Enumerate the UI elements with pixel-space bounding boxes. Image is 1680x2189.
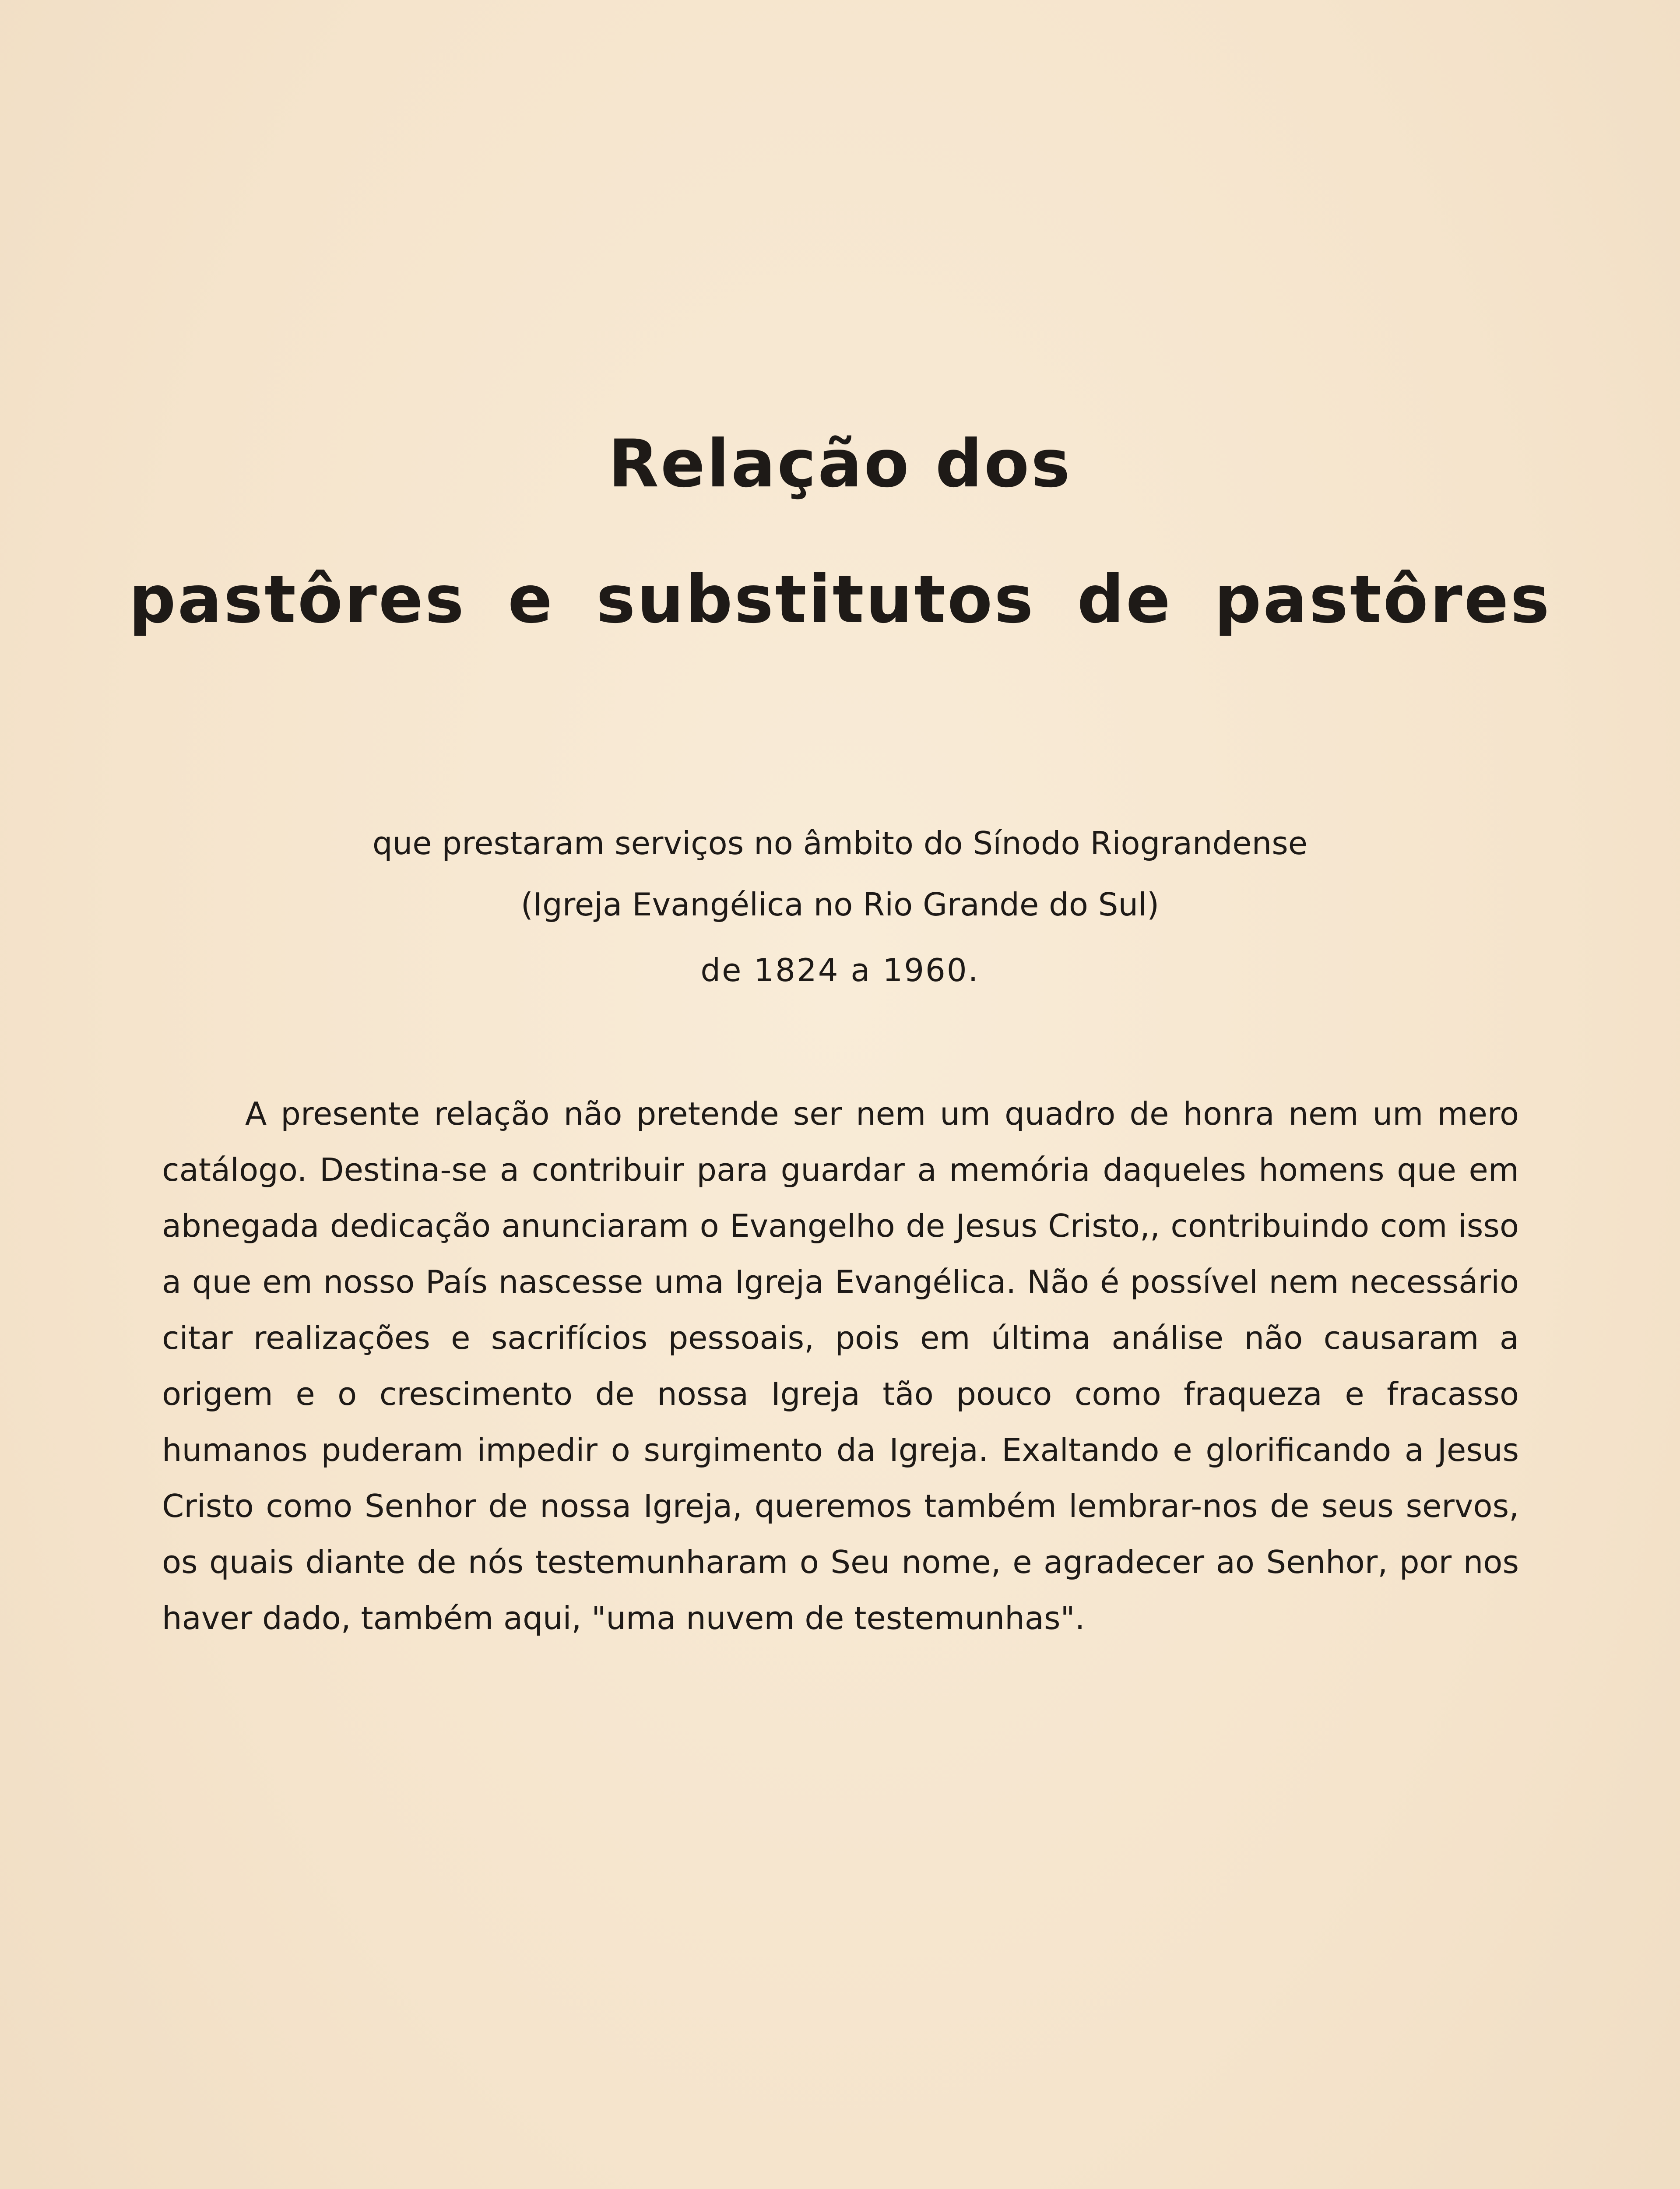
title-line-1: Relação dos bbox=[608, 426, 1072, 502]
subtitle-line-1: que prestaram serviços no âmbito do Sínodo Riograndense bbox=[372, 825, 1308, 862]
subtitle-line-2: (Igreja Evangélica no Rio Grande do Sul) bbox=[520, 886, 1160, 923]
title-line-2: pastôres e substitutos de pastôres bbox=[129, 562, 1551, 638]
body-paragraph: A presente relação não pretende ser nem um quadro de honra nem um mero catálogo. Destina-se a contribuir para guardar a memória daqueles homens que em abnegada dedicação anunciaram o Evangelho de Jesus Cristo,, contribuindo com isso a que em nosso País nascesse uma Igreja Evangélica. Não é possível nem necessário citar realizações e sacrifícios pessoais, pois em última análise não causaram a origem e o crescimento de nossa Igreja tão pouco como fraqueza e fracasso humanos puderam impedir o surgimento da Igreja. Exaltando e glorificando a Jesus Cristo como Senhor de nossa Igreja, queremos também lembrar-nos de seus servos, os quais diante de nós testemunharam o Seu nome, e agradecer ao Senhor, por nos haver dado, também aqui, "uma nuvem de testemunhas". bbox=[162, 1095, 1519, 1636]
subtitle-line-3: de 1824 a 1960. bbox=[700, 952, 980, 989]
